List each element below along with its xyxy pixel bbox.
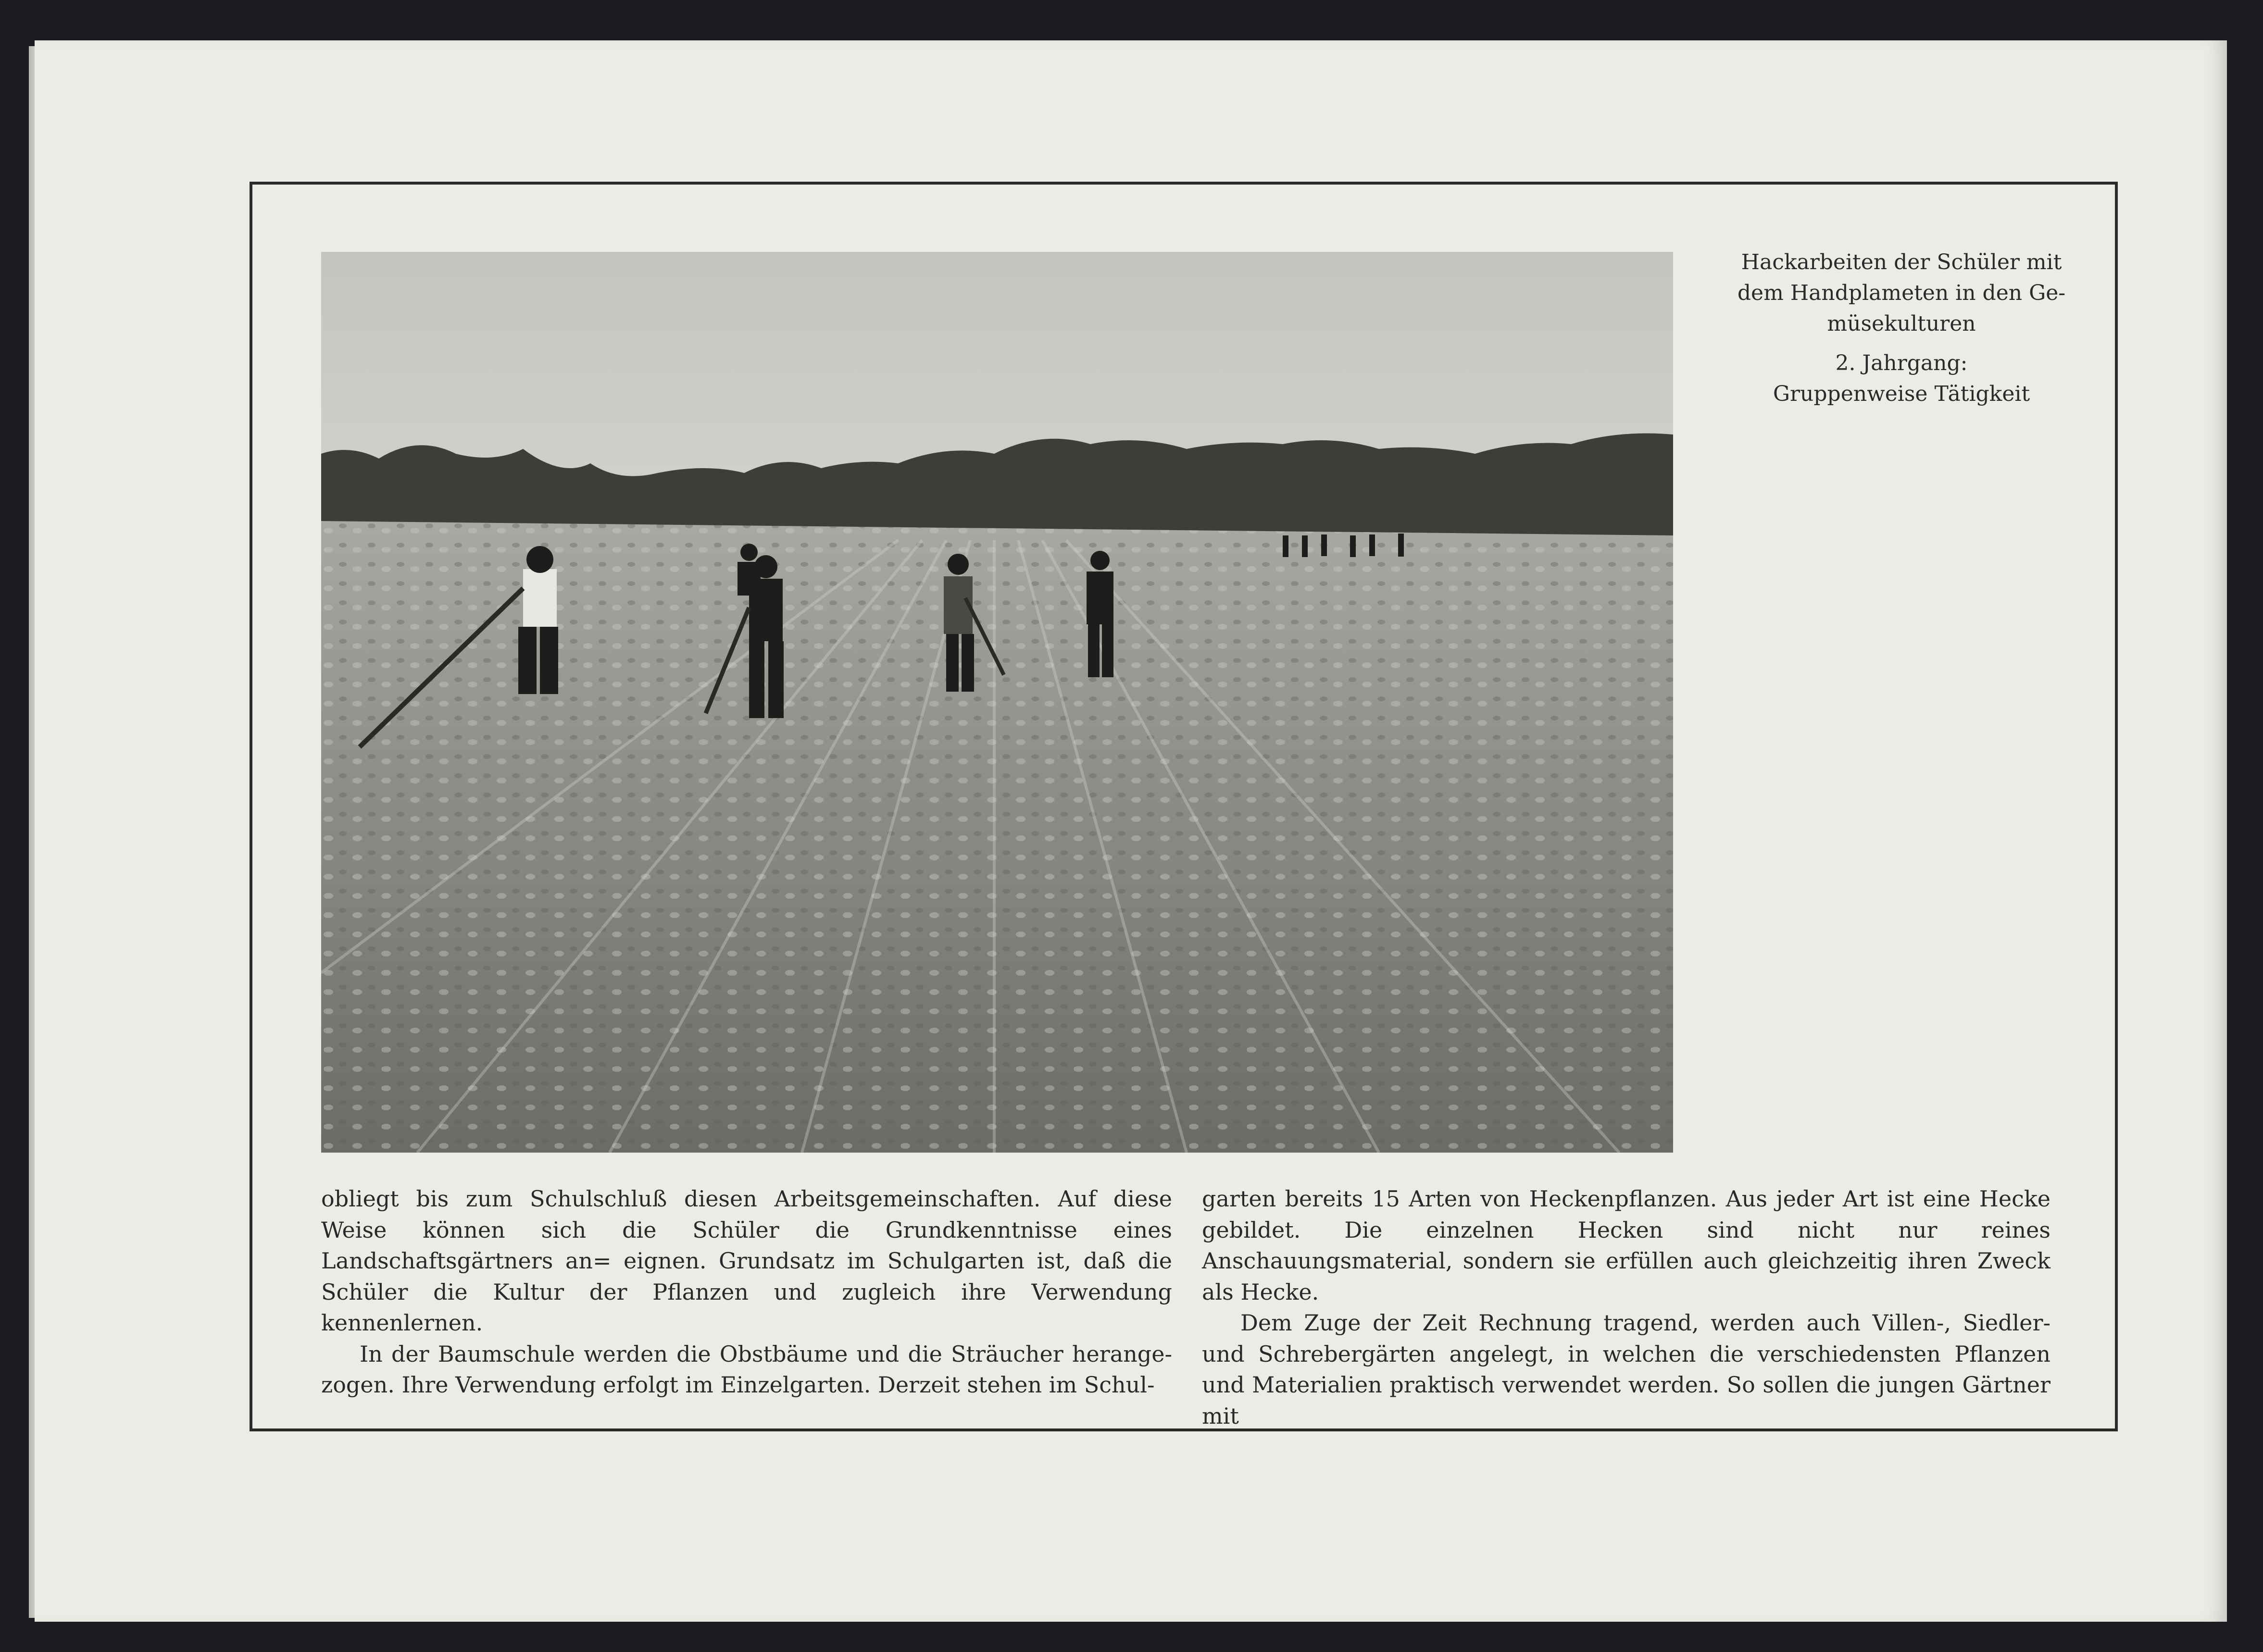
caption-line: dem Handplameten in den Ge- — [1737, 281, 2066, 305]
photo-caption — [1712, 247, 2091, 410]
caption-line: Gruppenweise Tätigkeit — [1773, 382, 2030, 406]
body-text-left-column — [321, 1183, 1172, 1401]
body-text-right-column — [1202, 1183, 2050, 1431]
photo-illustration — [321, 252, 1673, 1153]
caption-line: müsekulturen — [1827, 311, 1976, 336]
paragraph: Dem Zuge der Zeit Rechnung tragend, werden auch Villen-, Siedler- und Schrebergärten angelegt, in welchen die verschiedensten Pflanzen und Materialien praktisch verwendet werden. So sollen die jungen Gärtner mit — [1202, 1310, 2050, 1429]
paragraph: garten bereits 15 Arten von Heckenpflanzen. Aus jeder Art ist eine Hecke gebildet. Die einzelnen Hecken sind nicht nur reines Anschauungsmaterial, sondern sie erfüllen auch gleichzeitig ihren Zweck als Hecke. — [1202, 1186, 2050, 1305]
caption-line: 2. Jahrgang: — [1835, 351, 1968, 375]
field-workers-photo — [321, 252, 1673, 1153]
caption-line: Hackarbeiten der Schüler mit — [1741, 250, 2062, 274]
paragraph: In der Baumschule werden die Obstbäume und die Sträucher herange- zogen. Ihre Verwendung erfolgt im Einzelgarten. Derzeit stehen im Schul- — [321, 1341, 1172, 1398]
paragraph: obliegt bis zum Schulschluß diesen Arbeitsgemeinschaften. Auf diese Weise können sich die Schüler die Grundkenntnisse eines Landschaftsgärtners an= eignen. Grundsatz im Schulgarten ist, daß die Schüler die Kultur der Pflanzen und zugleich ihre Verwendung kennenlernen. — [321, 1186, 1172, 1336]
